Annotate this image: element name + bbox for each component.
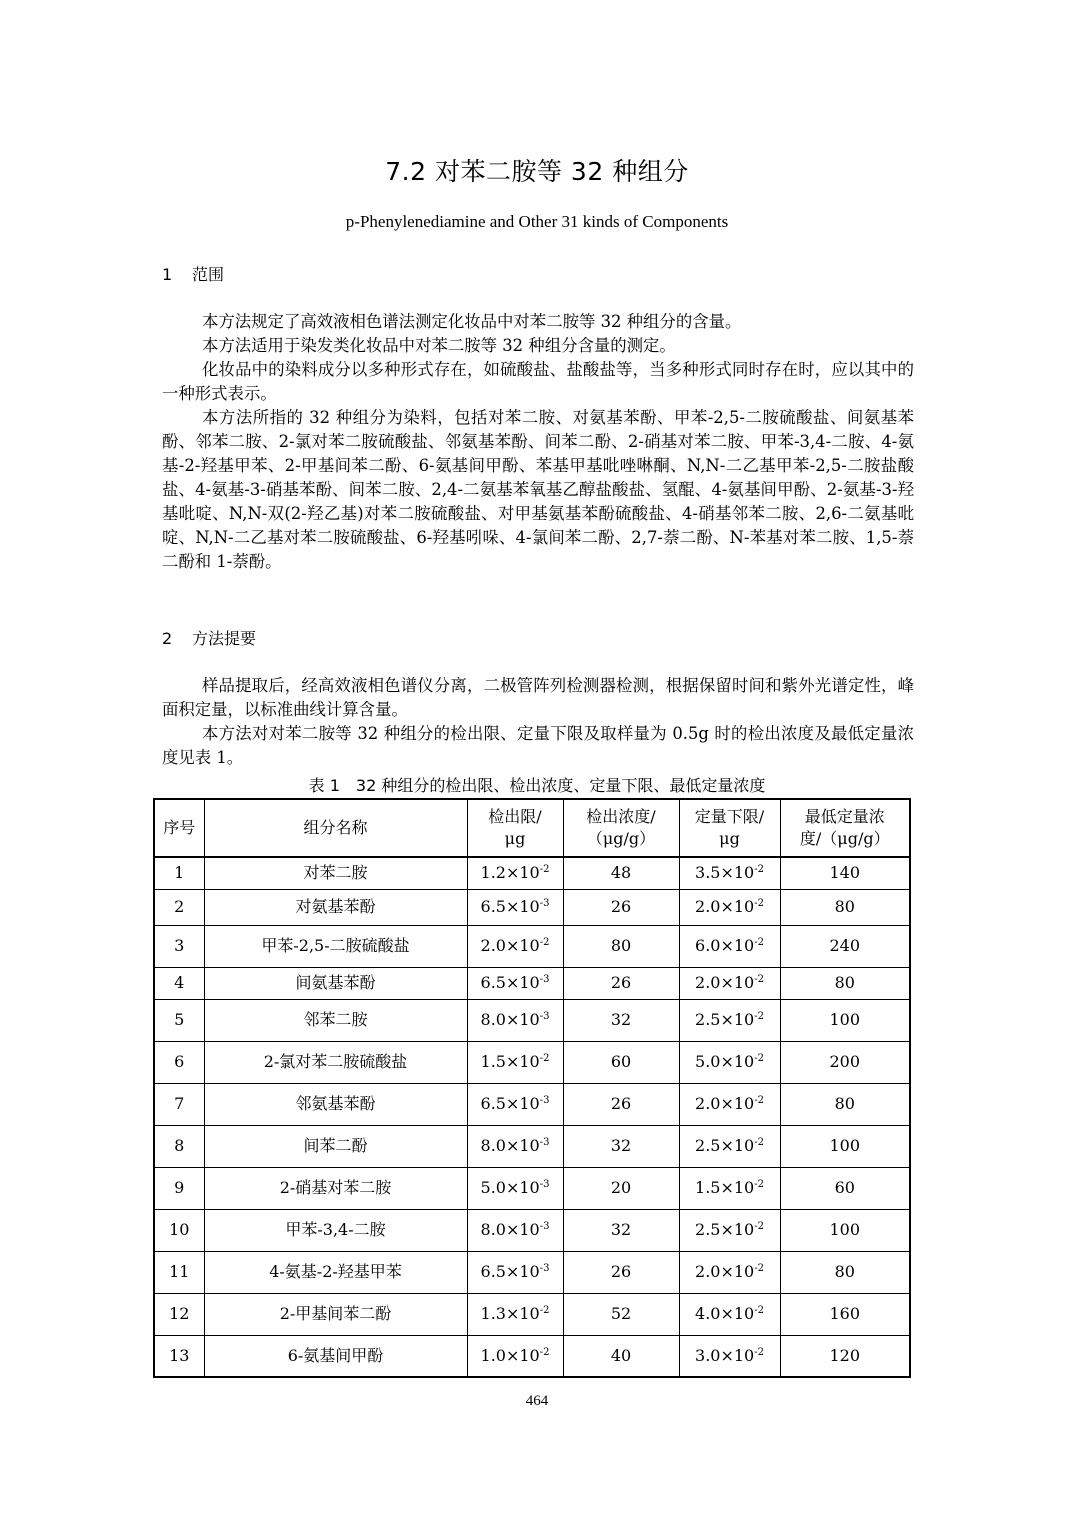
section-body-method	[162, 674, 914, 770]
cell-lod: $8.0\times 10^{-3}$	[467, 1209, 563, 1251]
cell-loq: $2.0\times 10^{-2}$	[679, 1083, 780, 1125]
cell-lod: $6.5\times 10^{-3}$	[467, 889, 563, 925]
cell-loq: $2.0\times 10^{-2}$	[679, 1251, 780, 1293]
cell-name: 间苯二酚	[204, 1125, 467, 1167]
cell-name: 2-氯对苯二胺硫酸盐	[204, 1041, 467, 1083]
cell-minq: 80	[780, 1251, 910, 1293]
cell-lod: $6.5\times 10^{-3}$	[467, 967, 563, 999]
table-caption: 表 1 32 种组分的检出限、检出浓度、定量下限、最低定量浓度	[308, 776, 766, 795]
cell-name: 甲苯-3,4-二胺	[204, 1209, 467, 1251]
table-row	[154, 1125, 910, 1167]
section-body-scope	[162, 310, 914, 574]
cell-lod: $6.5\times 10^{-3}$	[467, 1083, 563, 1125]
section-title: 范围	[192, 265, 225, 284]
cell-index: 1	[154, 857, 204, 889]
cell-name: 对苯二胺	[204, 857, 467, 889]
cell-minq: 80	[780, 967, 910, 999]
cell-minq: 200	[780, 1041, 910, 1083]
cell-loq: $4.0\times 10^{-2}$	[679, 1293, 780, 1335]
table-row	[154, 857, 910, 889]
cell-index: 11	[154, 1251, 204, 1293]
table-row	[154, 1167, 910, 1209]
cell-loq: $2.5\times 10^{-2}$	[679, 1209, 780, 1251]
cell-minq: 80	[780, 889, 910, 925]
cell-index: 10	[154, 1209, 204, 1251]
cell-minq: 140	[780, 857, 910, 889]
cell-loq: $2.5\times 10^{-2}$	[679, 999, 780, 1041]
cell-name: 甲苯-2,5-二胺硫酸盐	[204, 925, 467, 967]
paragraph: 本方法对对苯二胺等 32 种组分的检出限、定量下限及取样量为 0.5g 时的检出浓度及最低定量浓度见表 1。	[162, 724, 914, 767]
cell-name: 间氨基苯酚	[204, 967, 467, 999]
cell-conc: 20	[563, 1167, 679, 1209]
cell-name: 2-甲基间苯二酚	[204, 1293, 467, 1335]
section-title: 方法提要	[192, 629, 257, 648]
cell-lod: $1.0\times 10^{-2}$	[467, 1335, 563, 1377]
cell-name: 邻苯二胺	[204, 999, 467, 1041]
cell-index: 3	[154, 925, 204, 967]
cell-name: 4-氨基-2-羟基甲苯	[204, 1251, 467, 1293]
cell-name: 邻氨基苯酚	[204, 1083, 467, 1125]
cell-lod: $1.3\times 10^{-2}$	[467, 1293, 563, 1335]
cell-loq: $6.0\times 10^{-2}$	[679, 925, 780, 967]
cell-minq: 120	[780, 1335, 910, 1377]
header-lod: 检出限/ μg	[467, 799, 563, 857]
cell-minq: 160	[780, 1293, 910, 1335]
header-conc: 检出浓度/ （μg/g）	[563, 799, 679, 857]
table-row	[154, 999, 910, 1041]
cell-minq: 100	[780, 1125, 910, 1167]
table-row	[154, 1251, 910, 1293]
cell-lod: $5.0\times 10^{-3}$	[467, 1167, 563, 1209]
cell-lod: $1.5\times 10^{-2}$	[467, 1041, 563, 1083]
cell-conc: 52	[563, 1293, 679, 1335]
cell-minq: 80	[780, 1083, 910, 1125]
section-number: 1	[162, 265, 173, 284]
section-heading-scope	[162, 262, 224, 285]
cell-conc: 80	[563, 925, 679, 967]
detection-limits-table	[153, 798, 911, 1378]
page-title: 7.2 对苯二胺等 32 种组分	[385, 157, 689, 186]
header-name: 组分名称	[204, 799, 467, 857]
cell-index: 6	[154, 1041, 204, 1083]
cell-minq: 240	[780, 925, 910, 967]
table-row	[154, 889, 910, 925]
cell-lod: $8.0\times 10^{-3}$	[467, 1125, 563, 1167]
cell-minq: 100	[780, 999, 910, 1041]
paragraph: 样品提取后，经高效液相色谱仪分离，二极管阵列检测器检测，根据保留时间和紫外光谱定性，峰面积定量，以标准曲线计算含量。	[162, 676, 914, 719]
cell-index: 13	[154, 1335, 204, 1377]
cell-conc: 32	[563, 999, 679, 1041]
cell-name: 6-氨基间甲酚	[204, 1335, 467, 1377]
cell-lod: $8.0\times 10^{-3}$	[467, 999, 563, 1041]
cell-name: 对氨基苯酚	[204, 889, 467, 925]
page-subtitle: p-Phenylenediamine and Other 31 kinds of Components	[345, 212, 729, 231]
cell-conc: 26	[563, 1083, 679, 1125]
table-row	[154, 1041, 910, 1083]
cell-index: 2	[154, 889, 204, 925]
cell-index: 4	[154, 967, 204, 999]
cell-lod: $6.5\times 10^{-3}$	[467, 1251, 563, 1293]
cell-loq: $2.0\times 10^{-2}$	[679, 889, 780, 925]
header-loq: 定量下限/ μg	[679, 799, 780, 857]
header-index: 序号	[154, 799, 204, 857]
cell-conc: 26	[563, 889, 679, 925]
cell-conc: 26	[563, 967, 679, 999]
section-heading-method	[162, 626, 256, 649]
cell-index: 5	[154, 999, 204, 1041]
table-header-row	[154, 799, 910, 857]
cell-lod: $2.0\times 10^{-2}$	[467, 925, 563, 967]
cell-conc: 40	[563, 1335, 679, 1377]
table-row	[154, 967, 910, 999]
paragraph: 化妆品中的染料成分以多种形式存在，如硫酸盐、盐酸盐等，当多种形式同时存在时，应以其中的一种形式表示。	[162, 360, 914, 403]
cell-index: 12	[154, 1293, 204, 1335]
cell-minq: 100	[780, 1209, 910, 1251]
cell-conc: 48	[563, 857, 679, 889]
paragraph: 本方法规定了高效液相色谱法测定化妆品中对苯二胺等 32 种组分的含量。	[202, 312, 742, 331]
header-minq: 最低定量浓 度/（μg/g）	[780, 799, 910, 857]
page-number: 464	[525, 1393, 549, 1409]
cell-conc: 60	[563, 1041, 679, 1083]
cell-loq: $2.0\times 10^{-2}$	[679, 967, 780, 999]
cell-conc: 26	[563, 1251, 679, 1293]
cell-index: 7	[154, 1083, 204, 1125]
cell-lod: $1.2\times 10^{-2}$	[467, 857, 563, 889]
cell-loq: $3.5\times 10^{-2}$	[679, 857, 780, 889]
table-row	[154, 1335, 910, 1377]
table-row	[154, 925, 910, 967]
section-number: 2	[162, 629, 173, 648]
cell-loq: $5.0\times 10^{-2}$	[679, 1041, 780, 1083]
cell-conc: 32	[563, 1125, 679, 1167]
cell-loq: $2.5\times 10^{-2}$	[679, 1125, 780, 1167]
cell-index: 9	[154, 1167, 204, 1209]
table-row	[154, 1083, 910, 1125]
cell-loq: $3.0\times 10^{-2}$	[679, 1335, 780, 1377]
table-row	[154, 1293, 910, 1335]
cell-loq: $1.5\times 10^{-2}$	[679, 1167, 780, 1209]
cell-name: 2-硝基对苯二胺	[204, 1167, 467, 1209]
cell-conc: 32	[563, 1209, 679, 1251]
paragraph: 本方法适用于染发类化妆品中对苯二胺等 32 种组分含量的测定。	[202, 336, 676, 355]
cell-minq: 60	[780, 1167, 910, 1209]
table-row	[154, 1209, 910, 1251]
cell-index: 8	[154, 1125, 204, 1167]
paragraph: 本方法所指的 32 种组分为染料，包括对苯二胺、对氨基苯酚、甲苯-2,5-二胺硫酸盐、间氨基苯酚、邻苯二胺、2-氯对苯二胺硫酸盐、邻氨基苯酚、间苯二酚、2-硝基对苯二胺、甲苯-3,4-二胺、4-氨基-2-羟基甲苯、2-甲基间苯二酚、6-氨基间甲酚、苯基甲基吡唑啉酮、N,N-二乙基甲苯-2,5-二胺盐酸盐、4-氨基-3-硝基苯酚、间苯二胺、2,4-二氨基苯氧基乙醇盐酸盐、氢醌、4-氨基间甲酚、2-氨基-3-羟基吡啶、N,N-双(2-羟乙基)对苯二胺硫酸盐、对甲基氨基苯酚硫酸盐、4-硝基邻苯二胺、2,6-二氨基吡啶、N,N-二乙基对苯二胺硫酸盐、6-羟基吲哚、4-氯间苯二酚、2,7-萘二酚、N-苯基对苯二胺、1,5-萘二酚和 1-萘酚。	[162, 408, 914, 571]
